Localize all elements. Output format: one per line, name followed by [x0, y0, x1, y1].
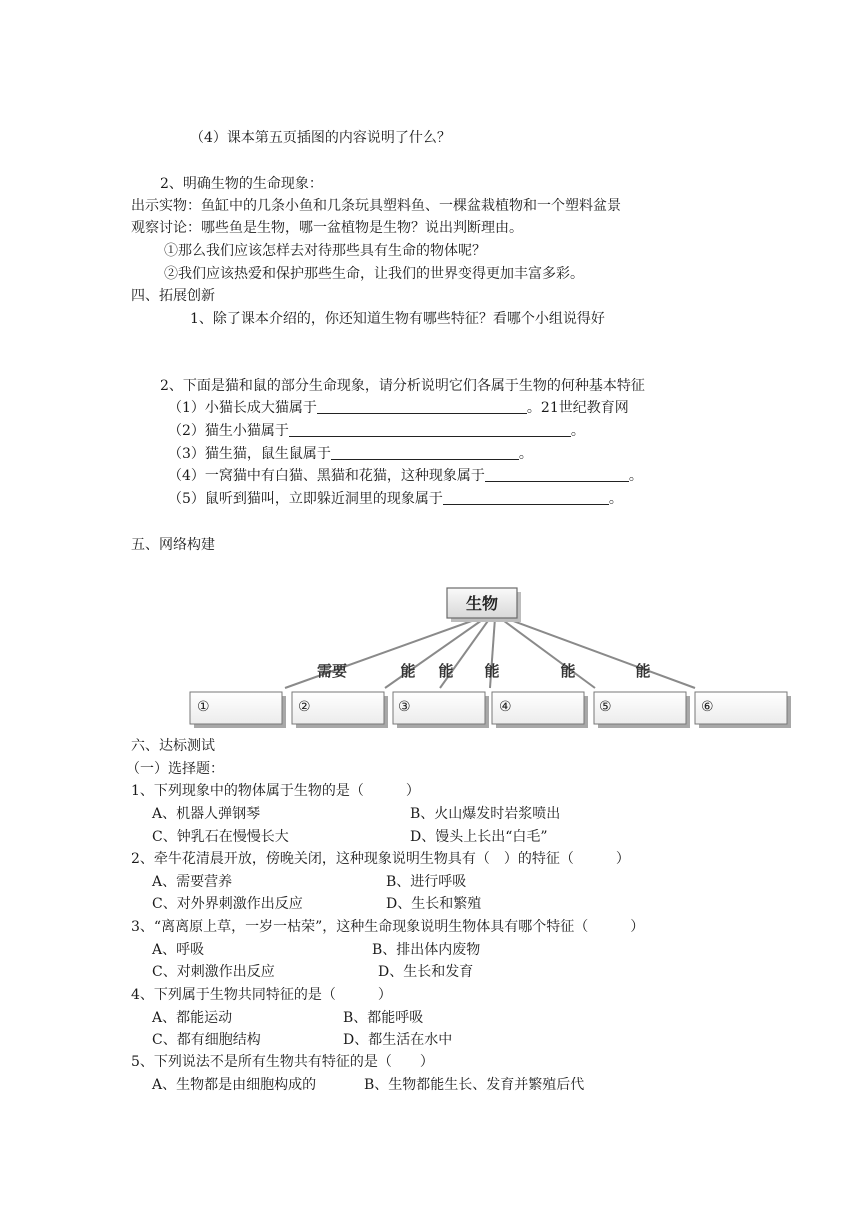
quiz-option[interactable]: B、生物都能生长、发育并繁殖后代 [364, 1077, 585, 1093]
quiz-option[interactable]: C、对刺激作出反应 [152, 964, 275, 980]
quiz-question-5: 5、下列说法不是所有生物共有特征的是（ ） [131, 1054, 434, 1070]
fill-prompt: （4）一窝猫中有白猫、黑猫和花猫，这种现象属于 [168, 468, 485, 484]
quiz-option[interactable]: A、需要营养 [152, 874, 233, 890]
quiz-option[interactable]: B、排出体内废物 [372, 942, 481, 958]
section2-discuss: 观察讨论：哪些鱼是生物，哪一盆植物是生物？说出判断理由。 [131, 220, 523, 236]
quiz-question-2: 2、牵牛花清晨开放，傍晚关闭，这种现象说明生物具有（ ）的特征（ ） [131, 851, 630, 867]
quiz-question-3: 3、“离离原上草，一岁一枯荣”，这种生命现象说明生物体具有哪个特征（ ） [131, 919, 645, 935]
node-box-4 [492, 692, 588, 728]
section5-title: 五、网络构建 [131, 537, 215, 553]
answer-blank[interactable] [443, 490, 609, 505]
fill-line-3 [168, 445, 533, 463]
node-box-5 [594, 692, 690, 728]
quiz-option[interactable]: A、都能运动 [152, 1010, 233, 1026]
section2-question-2: ②我们应该热爱和保护那些生命，让我们的世界变得更加丰富多彩。 [164, 266, 584, 282]
fill-line-1 [168, 399, 629, 417]
edge-label: 能 [400, 662, 416, 680]
quiz-question-4: 4、下列属于生物共同特征的是（ ） [131, 987, 392, 1003]
section6-subtitle: （一）选择题： [126, 761, 224, 777]
answer-blank[interactable] [331, 445, 519, 460]
concept-network-diagram [185, 580, 800, 730]
section2-show: 出示实物：鱼缸中的几条小鱼和几条玩具塑料鱼、一棵盆栽植物和一个塑料盆景 [131, 198, 621, 214]
fill-line-4 [168, 467, 643, 485]
fill-suffix: 。 [628, 468, 643, 484]
root-label: 生物 [465, 594, 499, 613]
answer-blank[interactable] [317, 399, 527, 414]
edge-line [505, 618, 695, 688]
edge-label: 能 [635, 662, 651, 680]
node-box-3 [393, 692, 489, 728]
section4-question-2: 2、下面是猫和鼠的部分生命现象，请分析说明它们各属于生物的何种基本特征 [160, 378, 645, 394]
node-box-2 [292, 692, 388, 728]
quiz-option[interactable]: B、火山爆发时岩浆喷出 [410, 806, 561, 822]
box-label: ⑥ [701, 699, 714, 715]
edge-label: 能 [560, 662, 576, 680]
box-label: ③ [398, 699, 411, 715]
quiz-option[interactable]: C、钟乳石在慢慢长大 [152, 829, 289, 845]
quiz-option[interactable]: A、呼吸 [152, 942, 205, 958]
box-label: ⑤ [599, 699, 612, 715]
root-node [447, 588, 521, 622]
node-box-6 [695, 692, 791, 728]
quiz-option[interactable]: D、生长和繁殖 [386, 896, 482, 912]
quiz-option[interactable]: B、都能呼吸 [343, 1010, 424, 1026]
fill-prompt: （1）小猫长成大猫属于 [168, 400, 317, 416]
edge-label: 需要 [316, 662, 348, 680]
fill-suffix: 。21世纪教育网 [526, 400, 629, 416]
section6-title: 六、达标测试 [131, 738, 215, 754]
edge-line [500, 618, 595, 688]
fill-prompt: （3）猫生猫，鼠生鼠属于 [168, 446, 331, 462]
box-label: ④ [499, 699, 512, 715]
section4-question-1: 1、除了课本介绍的，你还知道生物有哪些特征？看哪个小组说得好 [190, 311, 605, 327]
section4-title: 四、拓展创新 [131, 288, 215, 304]
fill-prompt: （5）鼠听到猫叫，立即躲近洞里的现象属于 [168, 491, 443, 507]
answer-blank[interactable] [289, 422, 571, 437]
quiz-option[interactable]: D、馒头上长出“白毛” [410, 829, 548, 845]
fill-suffix: 。 [570, 423, 585, 439]
quiz-question-1: 1、下列现象中的物体属于生物的是（ ） [131, 783, 420, 799]
quiz-option[interactable]: D、生长和发育 [378, 964, 474, 980]
quiz-option[interactable]: A、生物都是由细胞构成的 [152, 1077, 317, 1093]
fill-line-5 [168, 490, 623, 508]
fill-line-2 [168, 422, 585, 440]
fill-suffix: 。 [608, 491, 623, 507]
question-4: （4）课本第五页插图的内容说明了什么？ [190, 130, 451, 146]
box-label: ② [298, 699, 311, 715]
box-label: ① [197, 699, 210, 715]
fill-suffix: 。 [518, 446, 533, 462]
quiz-option[interactable]: A、机器人弹钢琴 [152, 806, 261, 822]
quiz-option[interactable]: C、都有细胞结构 [152, 1032, 261, 1048]
answer-blank[interactable] [485, 467, 629, 482]
section2-question-1: ①那么我们应该怎样去对待那些具有生命的物体呢？ [164, 243, 486, 259]
edge-label: 能 [484, 662, 500, 680]
edge-label: 能 [438, 662, 454, 680]
quiz-option[interactable]: C、对外界刺激作出反应 [152, 896, 303, 912]
quiz-option[interactable]: B、进行呼吸 [386, 874, 467, 890]
node-box-1 [190, 692, 286, 728]
quiz-option[interactable]: D、都生活在水中 [343, 1032, 453, 1048]
fill-prompt: （2）猫生小猫属于 [168, 423, 289, 439]
section2-title: 2、明确生物的生命现象： [160, 176, 323, 192]
